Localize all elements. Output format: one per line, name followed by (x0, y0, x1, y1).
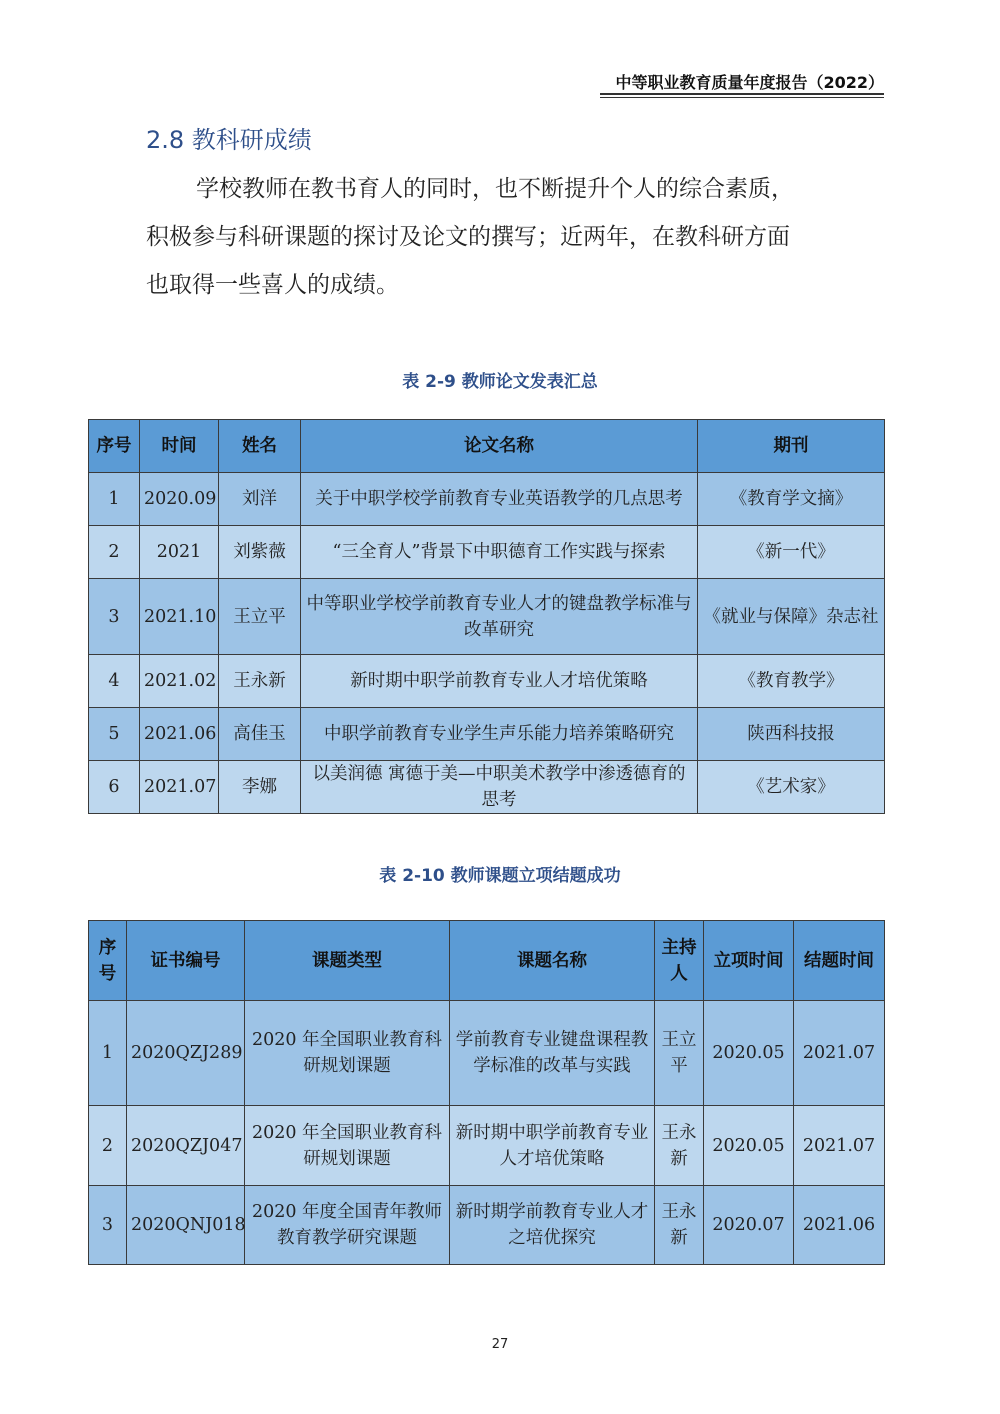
col-header: 序号 (89, 420, 140, 473)
table-row (89, 1001, 885, 1106)
cell-title: 中等职业学校学前教育专业人才的键盘教学标准与改革研究 (301, 579, 698, 655)
cell-start: 2020.05 (704, 1106, 794, 1186)
cell-journal: 《教育学文摘》 (698, 473, 885, 526)
header-rule (600, 93, 884, 95)
col-header: 证书编号 (127, 921, 245, 1001)
cell-cert: 2020QZJ047 (127, 1106, 245, 1186)
table-row (89, 579, 885, 655)
cell-no: 2 (89, 1106, 127, 1186)
table-row (89, 526, 885, 579)
col-header: 姓名 (219, 420, 301, 473)
body-paragraph (146, 165, 866, 309)
paper-table (88, 419, 885, 814)
table-row (89, 708, 885, 761)
cell-time: 2020.09 (140, 473, 219, 526)
cell-journal: 《新一代》 (698, 526, 885, 579)
table-row (89, 1186, 885, 1265)
table-row (89, 655, 885, 708)
cell-title: 新时期中职学前教育专业人才培优策略 (301, 655, 698, 708)
cell-no: 1 (89, 1001, 127, 1106)
cell-title: 关于中职学校学前教育专业英语教学的几点思考 (301, 473, 698, 526)
cell-title: 中职学前教育专业学生声乐能力培养策略研究 (301, 708, 698, 761)
cell-host: 王立平 (655, 1001, 704, 1106)
paragraph-line: 学校教师在教书育人的同时，也不断提升个人的综合素质， (196, 176, 794, 202)
cell-name: 李娜 (219, 761, 301, 814)
report-header-title: 中等职业教育质量年度报告（2022） (615, 73, 884, 92)
cell-time: 2021.10 (140, 579, 219, 655)
cell-title: 以美润德 寓德于美—中职美术教学中渗透德育的思考 (301, 761, 698, 814)
paragraph-line: 也取得一些喜人的成绩。 (146, 272, 399, 298)
col-header: 课题类型 (245, 921, 450, 1001)
col-header: 序号 (89, 921, 127, 1001)
col-header: 立项时间 (704, 921, 794, 1001)
cell-time: 2021.06 (140, 708, 219, 761)
col-header: 课题名称 (450, 921, 655, 1001)
cell-end: 2021.06 (794, 1186, 885, 1265)
cell-start: 2020.07 (704, 1186, 794, 1265)
page-number: 27 (491, 1337, 509, 1352)
cell-cert: 2020QNJ018 (127, 1186, 245, 1265)
cell-journal: 《就业与保障》杂志社 (698, 579, 885, 655)
cell-type: 2020 年全国职业教育科研规划课题 (245, 1106, 450, 1186)
cell-cert: 2020QZJ289 (127, 1001, 245, 1106)
col-header: 主持人 (655, 921, 704, 1001)
table2-caption: 表 2-10 教师课题立项结题成功 (379, 866, 621, 886)
cell-title: 新时期学前教育专业人才之培优探究 (450, 1186, 655, 1265)
cell-journal: 《教育教学》 (698, 655, 885, 708)
col-header: 期刊 (698, 420, 885, 473)
table-header-row (89, 921, 885, 1001)
cell-title: “三全育人”背景下中职德育工作实践与探索 (301, 526, 698, 579)
cell-name: 刘洋 (219, 473, 301, 526)
cell-host: 王永新 (655, 1106, 704, 1186)
cell-type: 2020 年全国职业教育科研规划课题 (245, 1001, 450, 1106)
cell-no: 6 (89, 761, 140, 814)
cell-end: 2021.07 (794, 1106, 885, 1186)
cell-type: 2020 年度全国青年教师教育教学研究课题 (245, 1186, 450, 1265)
cell-name: 高佳玉 (219, 708, 301, 761)
cell-end: 2021.07 (794, 1001, 885, 1106)
section-title: 2.8 教科研成绩 (146, 126, 312, 154)
cell-no: 1 (89, 473, 140, 526)
project-table (88, 920, 885, 1265)
cell-name: 王立平 (219, 579, 301, 655)
cell-host: 王永新 (655, 1186, 704, 1265)
col-header: 时间 (140, 420, 219, 473)
cell-time: 2021.02 (140, 655, 219, 708)
cell-title: 学前教育专业键盘课程教学标准的改革与实践 (450, 1001, 655, 1106)
cell-no: 3 (89, 579, 140, 655)
table1-caption: 表 2-9 教师论文发表汇总 (402, 372, 598, 392)
cell-time: 2021.07 (140, 761, 219, 814)
table-header-row (89, 420, 885, 473)
col-header: 结题时间 (794, 921, 885, 1001)
cell-journal: 《艺术家》 (698, 761, 885, 814)
cell-name: 刘紫薇 (219, 526, 301, 579)
table-row (89, 761, 885, 814)
cell-no: 5 (89, 708, 140, 761)
cell-name: 王永新 (219, 655, 301, 708)
cell-time: 2021 (140, 526, 219, 579)
cell-no: 3 (89, 1186, 127, 1265)
paragraph-line: 积极参与科研课题的探讨及论文的撰写；近两年，在教科研方面 (146, 224, 790, 250)
col-header: 论文名称 (301, 420, 698, 473)
table-row (89, 1106, 885, 1186)
cell-no: 2 (89, 526, 140, 579)
table-row (89, 473, 885, 526)
cell-start: 2020.05 (704, 1001, 794, 1106)
header-rule-thin (600, 97, 884, 98)
cell-no: 4 (89, 655, 140, 708)
cell-title: 新时期中职学前教育专业人才培优策略 (450, 1106, 655, 1186)
cell-journal: 陕西科技报 (698, 708, 885, 761)
